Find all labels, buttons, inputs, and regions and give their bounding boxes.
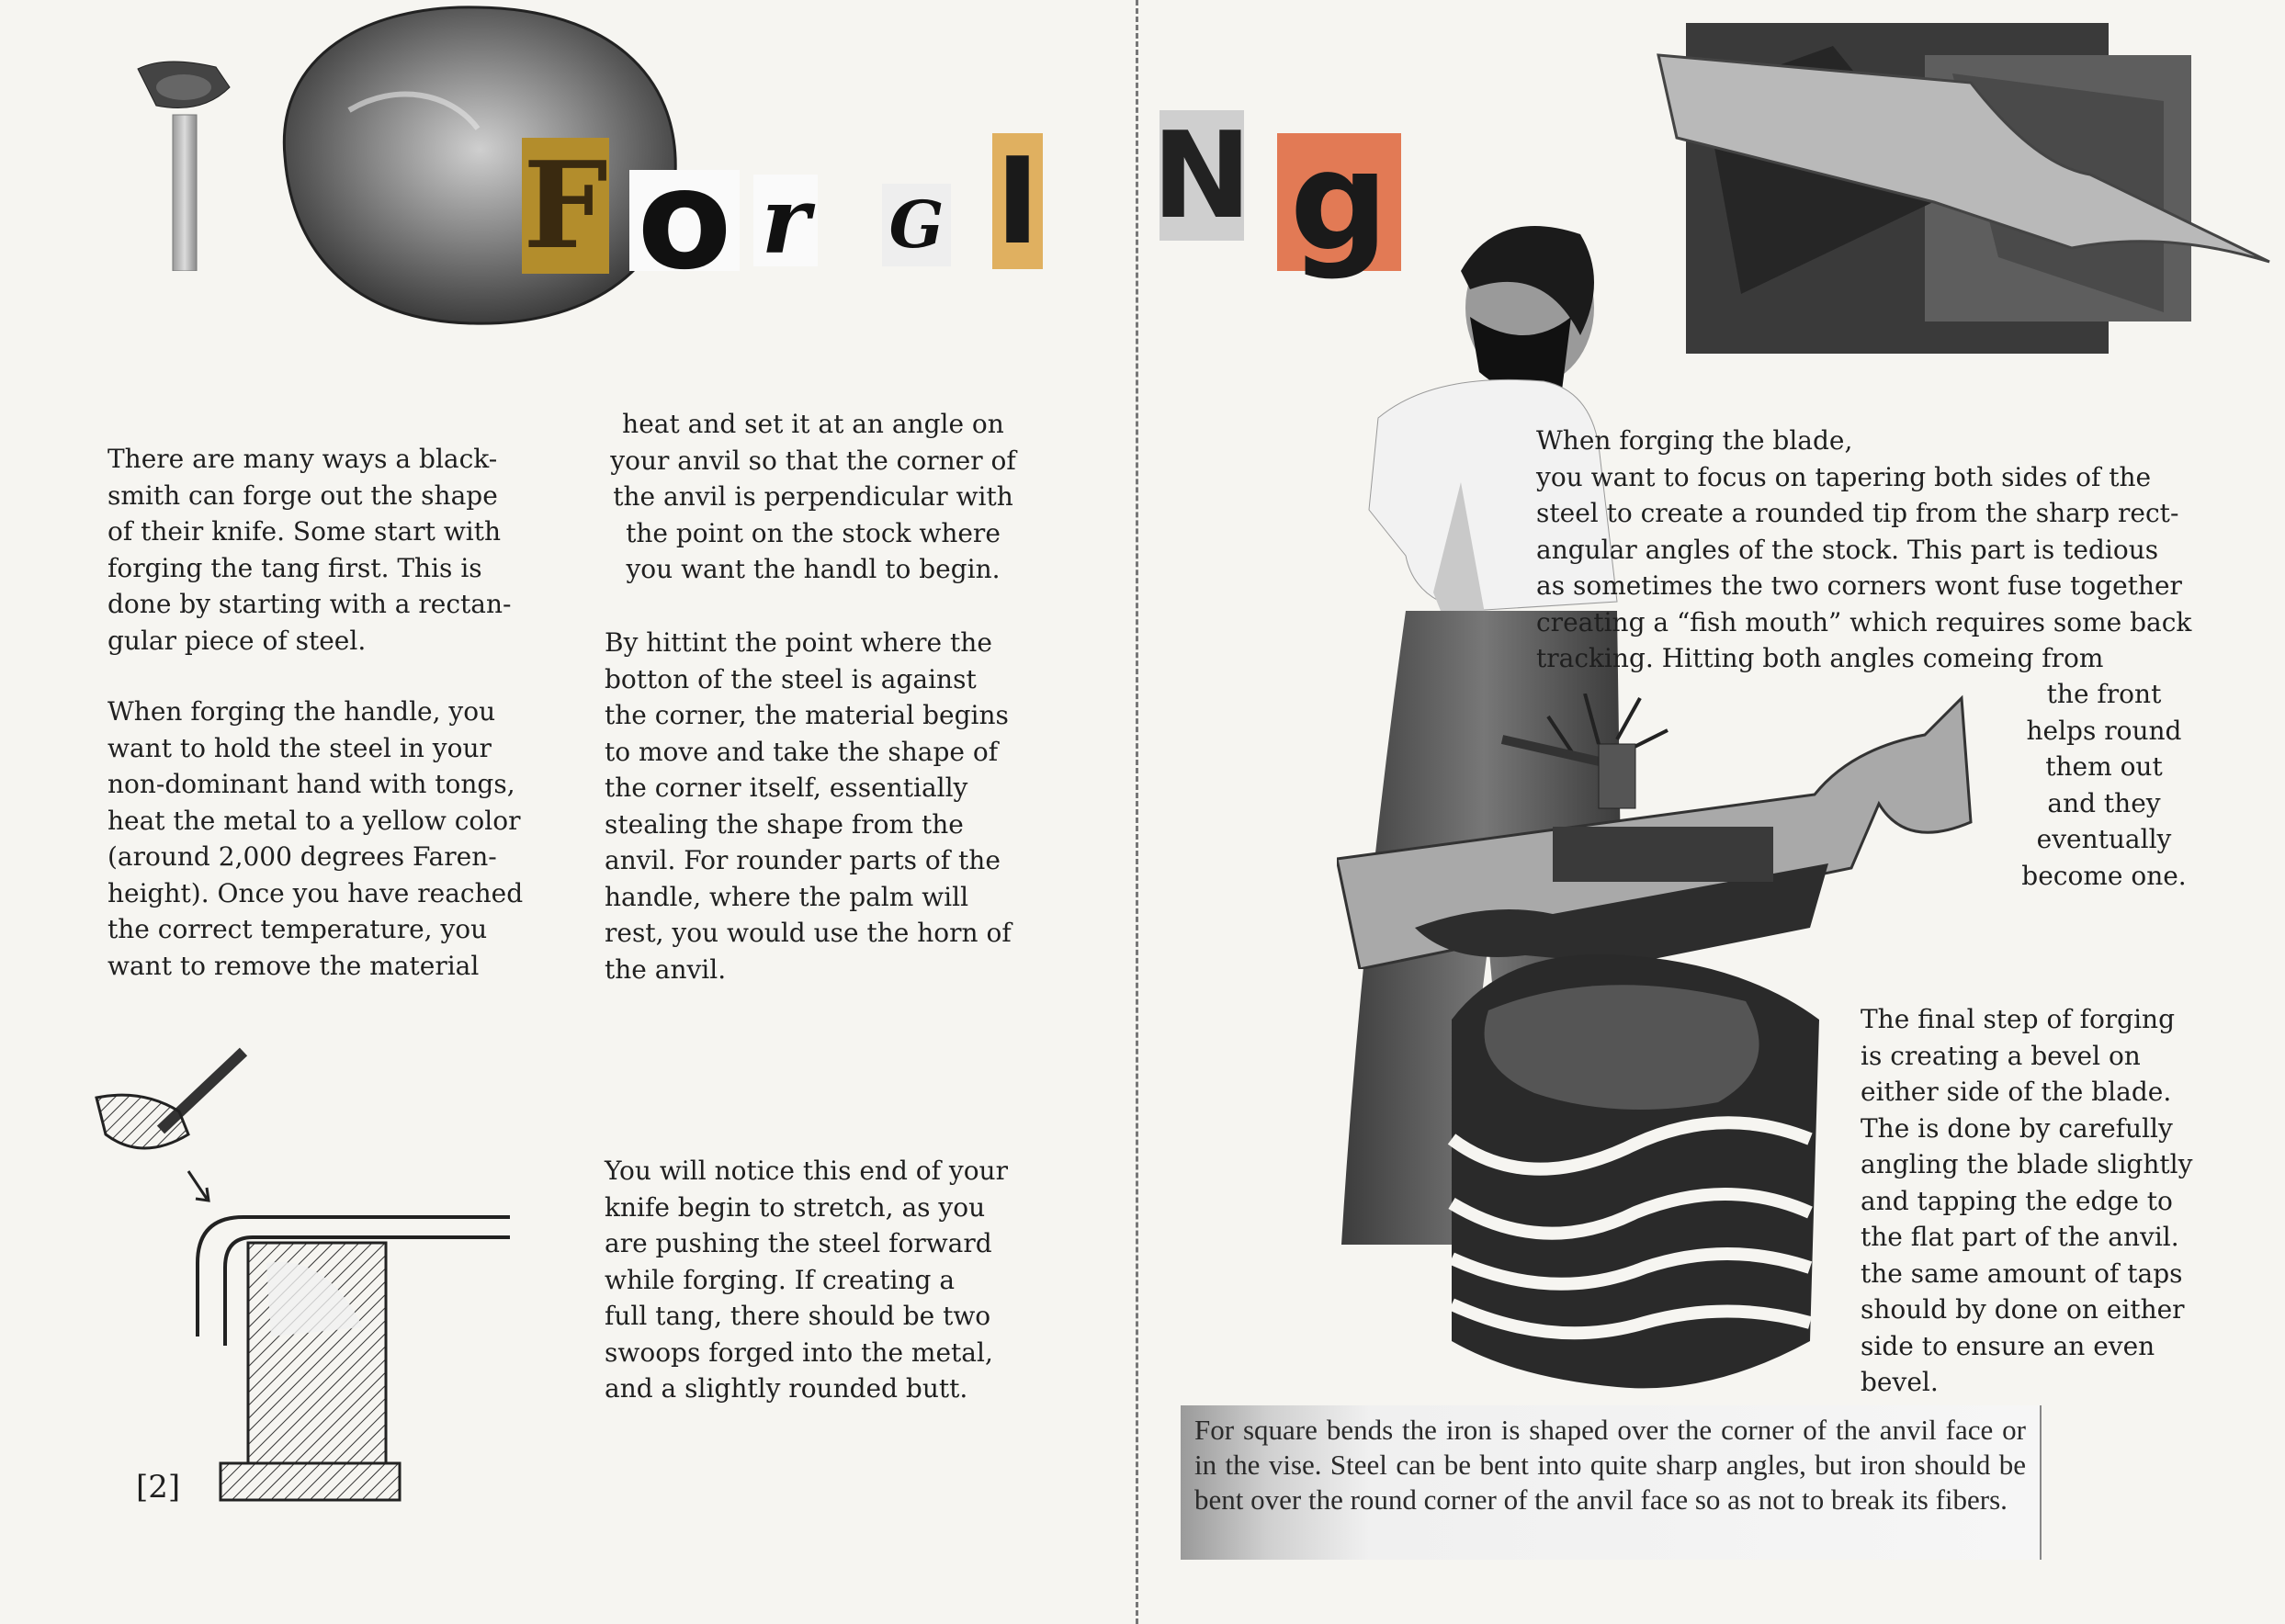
- title-letter-r-text: r: [761, 166, 810, 275]
- page-fold-divider: [1136, 0, 1138, 1624]
- title-letter-g-text: g: [1289, 122, 1389, 282]
- page-number: [2]: [136, 1469, 181, 1506]
- anvil-sketch-illustration: [87, 1033, 547, 1529]
- mid-col-para-2: By hittint the point where the botton of the steel is against the corner, the material begins to move and take the shape of the corner itself, essentially stealing the shape from the anvil. For rounder parts of the handle, where the palm will rest, you would use the horn of the anvil.: [605, 627, 1012, 985]
- title-letter-g-small-text: G: [888, 186, 945, 263]
- mid-col-para-3: You will notice this end of your knife begin to stretch, as you are pushing the steel forward while forging. If creating a full tang, there should be two swoops forged into the metal, and a slightly rounded butt.: [605, 1156, 1008, 1404]
- left-col-para-1: There are many ways a black- smith can forge out the shape of their knife. Some start with forging the tang first. This is done by starting with a rectan- gular piece of steel.: [107, 444, 512, 656]
- title-letter-o: [629, 141, 740, 300]
- blade-para-main: When forging the blade, you want to focus on tapering both sides of the steel to create a rounded tip from the sharp rect- angular angles of the stock. This part is tedious as sometimes the two corners wont fuse together creating a “fish mouth” which requires some back tracking. Hitting both angles comeing from: [1536, 425, 2192, 673]
- blade-para-tail: the front helps round them out and they eventually become one.: [2021, 679, 2187, 891]
- title-letter-i: [992, 133, 1043, 269]
- title-letter-f-text: F: [523, 135, 608, 276]
- left-col-para-2: When forging the handle, you want to hold the steel in your non-dominant hand with tongs, heat the metal to a yellow color (around 2,000 degrees Faren- height). Once you have reached the correct temperature, you want to remove the material: [107, 696, 524, 981]
- title-letter-r: [753, 166, 818, 275]
- title-letter-g-small: [882, 184, 951, 266]
- hammer-photo: [129, 51, 239, 271]
- anvil-stump-photo: [1415, 827, 1838, 1415]
- title-letter-f: [522, 135, 609, 276]
- knife-collage-photo: [1649, 18, 2274, 367]
- round-stone-photo: [266, 0, 689, 331]
- title-letter-i-text: I: [995, 131, 1040, 271]
- book-clipping-text: For square bends the iron is shaped over the corner of the anvil face or in the vise. Steel can be bent into quite sharp angles, but iron should be bent over the round corner of the anvil face so as not to break its fibers.: [1194, 1414, 2026, 1516]
- bevel-para: The final step of forging is creating a bevel on either side of the blade. The is done by carefully angling the blade slightly and tapping the edge to the flat part of the anvil. the same amount of taps should by done on either side to ensure an even bevel.: [1861, 1004, 2193, 1397]
- mid-col-para-1: heat and set it at an angle on your anvil so that the corner of the anvil is perpendicular with the point on the stock where you want the handl to begin.: [610, 409, 1016, 584]
- title-letter-n-text: N: [1151, 106, 1252, 245]
- title-letter-o-text: o: [637, 141, 732, 300]
